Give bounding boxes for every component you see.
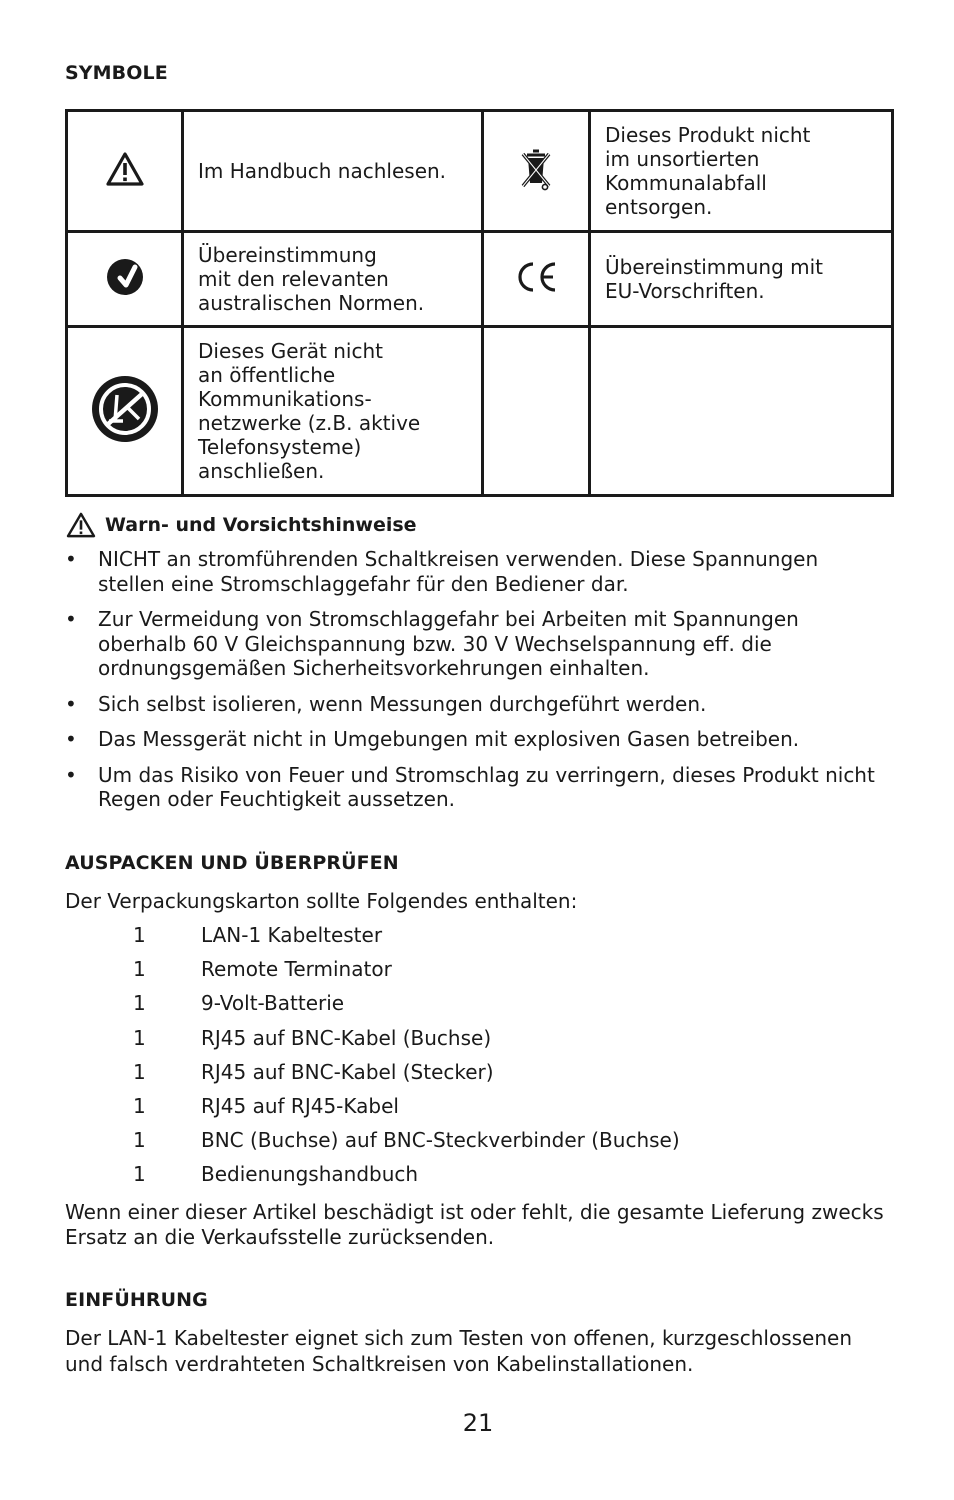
ce-mark-icon [513, 260, 559, 294]
bullet: • [65, 691, 77, 716]
item-quantity: 1 [133, 991, 146, 1016]
warnings-heading-text: Warn- und Vorsichtshinweise [105, 514, 417, 536]
warning-text: Um das Risiko von Feuer und Stromschlag zu verringern, dieses Produkt nicht Regen oder Feuchtigkeit aussetzen. [98, 762, 875, 811]
symbol-description-text: Übereinstimmung mit den relevanten australischen Normen. [198, 243, 425, 315]
symbols-row [67, 327, 893, 496]
symbols-row [67, 232, 893, 327]
list-item [133, 1162, 680, 1196]
contents-intro: Der Verpackungskarton sollte Folgendes enthalten: [65, 889, 578, 913]
item-name: Remote Terminator [201, 957, 392, 982]
symbol-description-text: Im Handbuch nachlesen. [198, 159, 447, 183]
c-tick-icon [105, 257, 145, 297]
symbol-description-text: Dieses Produkt nicht im unsortierten Kommunalabfall entsorgen. [605, 123, 811, 219]
warnings-list [65, 547, 891, 823]
warning-text: Sich selbst isolieren, wenn Messungen durchgeführt werden. [98, 691, 707, 716]
symbol-icon-cell [67, 111, 183, 232]
section-heading-einfuehrung: EINFÜHRUNG [65, 1289, 208, 1311]
symbol-description [183, 111, 483, 232]
item-quantity: 1 [133, 1128, 146, 1153]
list-item [65, 763, 891, 812]
symbol-description-text: Übereinstimmung mit EU-Vorschriften. [605, 255, 824, 303]
list-item [133, 991, 680, 1025]
crossed-out-bin-icon [518, 145, 554, 193]
page-number: 21 [462, 1409, 494, 1437]
item-name: 9-Volt-Batterie [201, 991, 345, 1016]
item-name: BNC (Buchse) auf BNC-Steckverbinder (Buchse) [201, 1128, 680, 1153]
item-quantity: 1 [133, 1025, 146, 1050]
item-quantity: 1 [133, 1059, 146, 1084]
symbol-description [590, 111, 893, 232]
list-item [65, 692, 891, 717]
missing-items-note: Wenn einer dieser Artikel beschädigt ist oder fehlt, die gesamte Lieferung zwecks Ersatz an die Verkaufsstelle zurücksenden. [65, 1200, 884, 1249]
list-item [133, 1128, 680, 1162]
symbol-icon-cell [483, 232, 590, 327]
symbol-icon-cell [67, 232, 183, 327]
symbol-description [183, 232, 483, 327]
warning-triangle-icon [105, 151, 145, 187]
warning-triangle-icon [65, 512, 97, 538]
empty-cell [483, 327, 590, 496]
warnings-heading [65, 512, 417, 538]
list-item [133, 923, 680, 957]
item-name: RJ45 auf BNC-Kabel (Buchse) [201, 1025, 492, 1050]
list-item [65, 607, 891, 681]
item-name: RJ45 auf RJ45-Kabel [201, 1093, 399, 1118]
item-quantity: 1 [133, 923, 146, 947]
item-name: Bedienungshandbuch [201, 1162, 419, 1187]
list-item [133, 1094, 680, 1128]
item-name: LAN-1 Kabeltester [201, 923, 383, 947]
symbol-description [183, 327, 483, 496]
warning-text: NICHT an stromführenden Schaltkreisen verwenden. Diese Spannungen stellen eine Stromschlaggefahr für den Bediener dar. [98, 547, 819, 596]
symbol-description [590, 232, 893, 327]
list-item [65, 547, 891, 596]
symbol-description-text: Dieses Gerät nicht an öffentliche Kommunikations- netzwerke (z.B. aktive Telefonsysteme) anschließen. [198, 339, 421, 483]
symbols-row [67, 111, 893, 232]
introduction-text: Der LAN-1 Kabeltester eignet sich zum Testen von offenen, kurzgeschlossenen und falsch verdrahteten Schaltkreisen von Kabelinstallationen. [65, 1326, 853, 1376]
bullet: • [65, 607, 77, 631]
bullet: • [65, 762, 77, 787]
empty-cell [590, 327, 893, 496]
item-quantity: 1 [133, 957, 146, 982]
item-quantity: 1 [133, 1093, 146, 1118]
symbols-table [65, 109, 894, 497]
warning-text: Das Messgerät nicht in Umgebungen mit explosiven Gasen betreiben. [98, 727, 800, 751]
list-item [133, 1026, 680, 1060]
contents-list [133, 923, 680, 1197]
no-telecom-connection-icon [89, 373, 161, 445]
list-item [133, 1060, 680, 1094]
list-item [133, 957, 680, 991]
section-heading-auspacken: AUSPACKEN UND ÜBERPRÜFEN [65, 852, 399, 874]
list-item [65, 727, 891, 752]
bullet: • [65, 727, 77, 751]
symbol-icon-cell [67, 327, 183, 496]
item-quantity: 1 [133, 1162, 146, 1187]
warning-text: Zur Vermeidung von Stromschlaggefahr bei Arbeiten mit Spannungen oberhalb 60 V Gleichspannung bzw. 30 V Wechselspannung eff. die ordnungsgemäßen Sicherheitsvorkehrungen einhalten. [98, 607, 799, 680]
bullet: • [65, 547, 77, 571]
symbol-icon-cell [483, 111, 590, 232]
item-name: RJ45 auf BNC-Kabel (Stecker) [201, 1059, 494, 1084]
section-heading-symbole: SYMBOLE [65, 62, 168, 84]
